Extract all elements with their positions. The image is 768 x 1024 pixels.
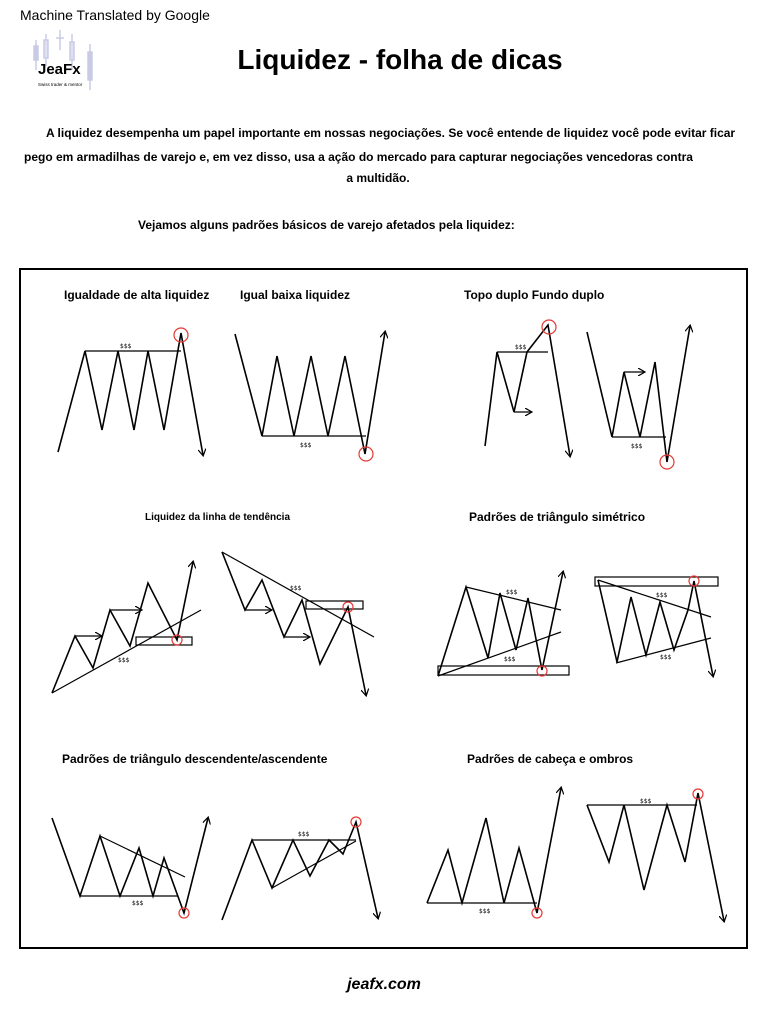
- liquidity-label: $$$: [298, 831, 310, 838]
- label-double-top-bottom: Topo duplo Fundo duplo: [464, 288, 605, 302]
- intro-line-2: pego em armadilhas de varejo e, em vez disso, usa a ação do mercado para capturar negociações vencedoras contra: [24, 150, 693, 164]
- label-head-shoulders: Padrões de cabeça e ombros: [467, 752, 634, 766]
- liquidity-zone-box: [438, 666, 569, 675]
- label-equal-high: Igualdade de alta liquidez: [64, 288, 210, 302]
- liquidity-label: $$$: [132, 900, 144, 907]
- diagram-descending-triangle: [52, 818, 208, 918]
- label-equal-low: Igual baixa liquidez: [240, 288, 351, 302]
- liquidity-label: $$$: [479, 908, 491, 915]
- liquidity-label: $$$: [290, 585, 302, 592]
- hs-price-path: [587, 793, 724, 921]
- diagram-symmetric-triangle-down: [595, 576, 718, 676]
- footer-website[interactable]: jeafx.com: [347, 976, 421, 993]
- lead-sentence: Vejamos alguns padrões básicos de varejo afetados pela liquidez:: [138, 218, 515, 232]
- liquidity-zone-box: [306, 601, 363, 609]
- descending-upper-line: [100, 836, 185, 877]
- liquidity-label: $$$: [631, 443, 643, 450]
- intro-line-3: a multidão.: [346, 171, 410, 185]
- diagram-double-top: [485, 320, 570, 456]
- liquidity-label: $$$: [660, 654, 672, 661]
- liquidity-label: $$$: [118, 657, 130, 664]
- double-top-price-path: [485, 325, 570, 456]
- ascending-lower-line: [272, 841, 356, 888]
- intro-line-1: A liquidez desempenha um papel importante em nossas negociações. Se você entende de liquidez você pode evitar ficar: [46, 126, 736, 140]
- liquidity-label: $$$: [120, 343, 132, 350]
- diagram-trendline-down: [222, 552, 374, 695]
- page-title: Liquidez - folha de dicas: [237, 44, 563, 75]
- trendline-up-price-path: [52, 562, 193, 693]
- liquidity-label: $$$: [515, 344, 527, 351]
- trendline-down-price-path: [222, 552, 366, 695]
- label-trendline: Liquidez da linha de tendência: [145, 512, 291, 523]
- logo-tagline: Swiss trader & mentor: [38, 82, 83, 87]
- liquidity-label: $$$: [640, 798, 652, 805]
- label-symmetric-triangle: Padrões de triângulo simétrico: [469, 510, 646, 524]
- liquidity-label: $$$: [656, 592, 668, 599]
- diagram-trendline-up: [52, 562, 201, 693]
- diagram-head-shoulders: [587, 789, 724, 921]
- label-desc-asc-triangle: Padrões de triângulo descendente/ascendente: [62, 752, 328, 766]
- liquidity-label: $$$: [300, 442, 312, 449]
- descending-price-path: [52, 818, 208, 913]
- diagram-inverse-head-shoulders: [427, 788, 561, 918]
- rising-trendline: [52, 610, 201, 693]
- double-bottom-price-path: [587, 326, 690, 462]
- logo-wordmark: JeaFx: [38, 61, 81, 78]
- liquidity-label: $$$: [506, 589, 518, 596]
- inverse-hs-price-path: [427, 788, 561, 913]
- liquidity-label: $$$: [504, 656, 516, 663]
- liquidity-labels: [118, 343, 672, 915]
- symmetric-up-price-path: [438, 572, 563, 676]
- machine-translated-note: Machine Translated by Google: [20, 7, 210, 23]
